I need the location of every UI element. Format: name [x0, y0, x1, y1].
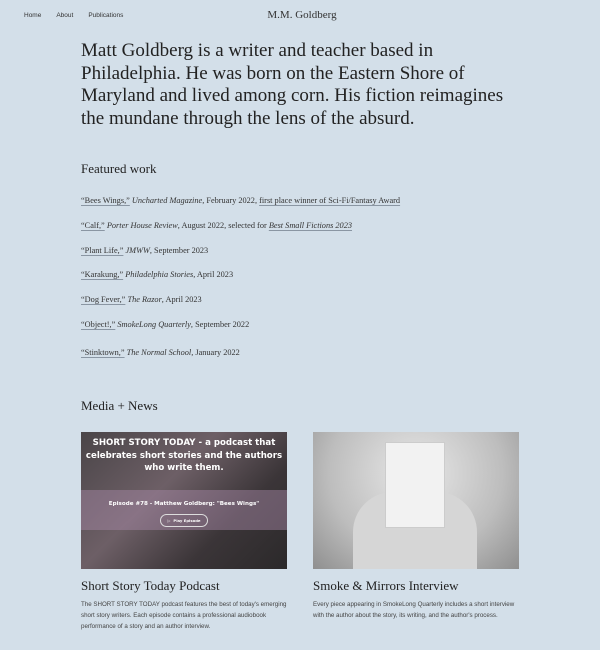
- card-description: The SHORT STORY TODAY podcast features the best of today's emerging short story writers. Each episode contains a professional audiobook performance of a story and an author interview.: [81, 601, 287, 630]
- pub-date: , April 2023: [161, 295, 202, 305]
- journal: Philadelphia Stories: [125, 270, 194, 280]
- site-title[interactable]: M.M. Goldberg: [267, 9, 337, 21]
- list-item: [81, 270, 400, 295]
- play-episode-button[interactable]: [160, 514, 208, 527]
- list-item: [81, 221, 400, 246]
- interview-image[interactable]: [313, 432, 519, 569]
- media-heading: Media + News: [81, 398, 158, 413]
- featured-heading: Featured work: [81, 161, 157, 176]
- pub-date: , September 2022: [190, 319, 250, 329]
- card-title[interactable]: Smoke & Mirrors Interview: [313, 578, 459, 593]
- bio: Matt Goldberg is a writer and teacher based in Philadelphia. He was born on the Eastern Shore of Maryland and lived among corn. His fiction reimagines the mundane through the lens of the absurd.: [81, 40, 504, 129]
- award-title: Best Small Fictions 2023: [268, 220, 353, 230]
- award-link[interactable]: [269, 221, 352, 230]
- list-item: [81, 246, 400, 271]
- journal: JMWW: [125, 245, 150, 255]
- journal: The Razor: [127, 295, 162, 305]
- pub-date: , August 2022, selected for: [177, 220, 269, 230]
- play-icon: ▷: [167, 518, 171, 523]
- publication-list: [81, 196, 400, 373]
- journal: Uncharted Magazine: [131, 196, 203, 205]
- journal: SmokeLong Quarterly: [117, 319, 191, 329]
- pub-link[interactable]: “Calf,”: [81, 220, 105, 230]
- award-link[interactable]: first place winner of Sci-Fi/Fantasy Award: [259, 196, 401, 205]
- pub-date: , January 2022: [191, 347, 240, 357]
- pub-link[interactable]: “Object!,”: [81, 319, 116, 329]
- pub-link[interactable]: “Karakung,”: [81, 270, 124, 280]
- nav-home[interactable]: Home: [24, 12, 42, 19]
- card-description: Every piece appearing in SmokeLong Quarterly includes a short interview with the author about the story, its writing, and the author's process.: [313, 601, 515, 619]
- pub-date: , September 2023: [149, 245, 209, 255]
- pub-date: , April 2023: [193, 270, 234, 280]
- pub-link[interactable]: “Bees Wings,”: [81, 196, 130, 205]
- podcast-banner-text: SHORT STORY TODAY - a podcast that celebrates short stories and the authors who write them.: [85, 438, 283, 473]
- pub-link[interactable]: “Dog Fever,”: [81, 295, 126, 305]
- nav-publications[interactable]: Publications: [88, 12, 124, 19]
- list-item: [81, 196, 400, 221]
- list-item: [81, 320, 400, 345]
- episode-text: Episode #78 - Matthew Goldberg: "Bees Wings": [108, 501, 260, 507]
- media-card-interview[interactable]: [313, 432, 519, 621]
- list-item: [81, 348, 400, 373]
- box-shape: [385, 442, 445, 528]
- card-title[interactable]: Short Story Today Podcast: [81, 578, 220, 593]
- nav-about[interactable]: About: [56, 12, 74, 19]
- pub-link[interactable]: “Plant Life,”: [81, 245, 124, 255]
- pub-date: , February 2022,: [202, 196, 260, 205]
- podcast-image[interactable]: [81, 432, 287, 569]
- play-label: Play Episode: [173, 518, 201, 523]
- list-item: [81, 295, 400, 320]
- journal: The Normal School: [126, 347, 192, 357]
- journal: Porter House Review: [106, 220, 178, 230]
- pub-link[interactable]: “Stinktown,”: [81, 347, 125, 357]
- media-card-podcast[interactable]: [81, 432, 287, 632]
